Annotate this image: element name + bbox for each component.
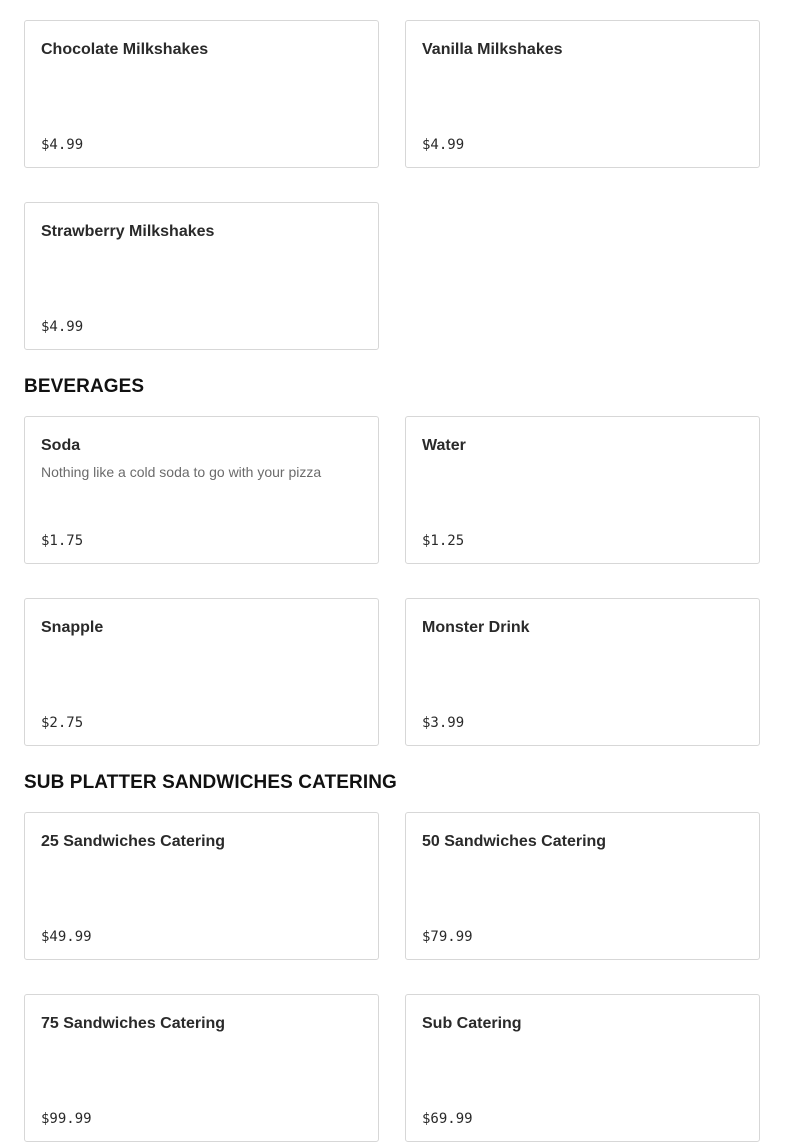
menu-item-card[interactable] [24, 202, 379, 350]
section-heading-sub-platter-catering: SUB PLATTER SANDWICHES CATERING [24, 772, 397, 793]
item-name: 25 Sandwiches Catering [41, 833, 226, 850]
menu-item-card[interactable] [405, 598, 760, 746]
item-name: Snapple [41, 619, 104, 636]
menu-item-card[interactable] [405, 994, 760, 1142]
menu-item-card[interactable] [24, 20, 379, 168]
item-price: $1.25 [422, 533, 465, 549]
item-price: $4.99 [41, 137, 84, 153]
item-price: $1.75 [41, 533, 84, 549]
menu-item-card[interactable] [24, 598, 379, 746]
menu-item-card[interactable] [405, 416, 760, 564]
item-name: Monster Drink [422, 619, 530, 636]
menu-item-card[interactable] [24, 416, 379, 564]
item-name: Sub Catering [422, 1015, 522, 1032]
item-name: Soda [41, 437, 81, 454]
item-price: $69.99 [422, 1111, 473, 1127]
item-name: Vanilla Milkshakes [422, 41, 563, 58]
menu-item-card[interactable] [24, 812, 379, 960]
item-price: $99.99 [41, 1111, 92, 1127]
item-name: 50 Sandwiches Catering [422, 833, 607, 850]
item-price: $2.75 [41, 715, 84, 731]
item-price: $79.99 [422, 929, 473, 945]
item-name: Water [422, 437, 466, 454]
item-price: $3.99 [422, 715, 465, 731]
item-name: Chocolate Milkshakes [41, 41, 209, 58]
menu-item-card[interactable] [24, 994, 379, 1142]
item-price: $49.99 [41, 929, 92, 945]
item-name: Strawberry Milkshakes [41, 223, 215, 240]
item-description: Nothing like a cold soda to go with your pizza [41, 464, 322, 480]
item-name: 75 Sandwiches Catering [41, 1015, 226, 1032]
menu-item-card[interactable] [405, 20, 760, 168]
section-heading-beverages: BEVERAGES [24, 376, 145, 397]
item-price: $4.99 [422, 137, 465, 153]
menu-item-card[interactable] [405, 812, 760, 960]
item-price: $4.99 [41, 319, 84, 335]
